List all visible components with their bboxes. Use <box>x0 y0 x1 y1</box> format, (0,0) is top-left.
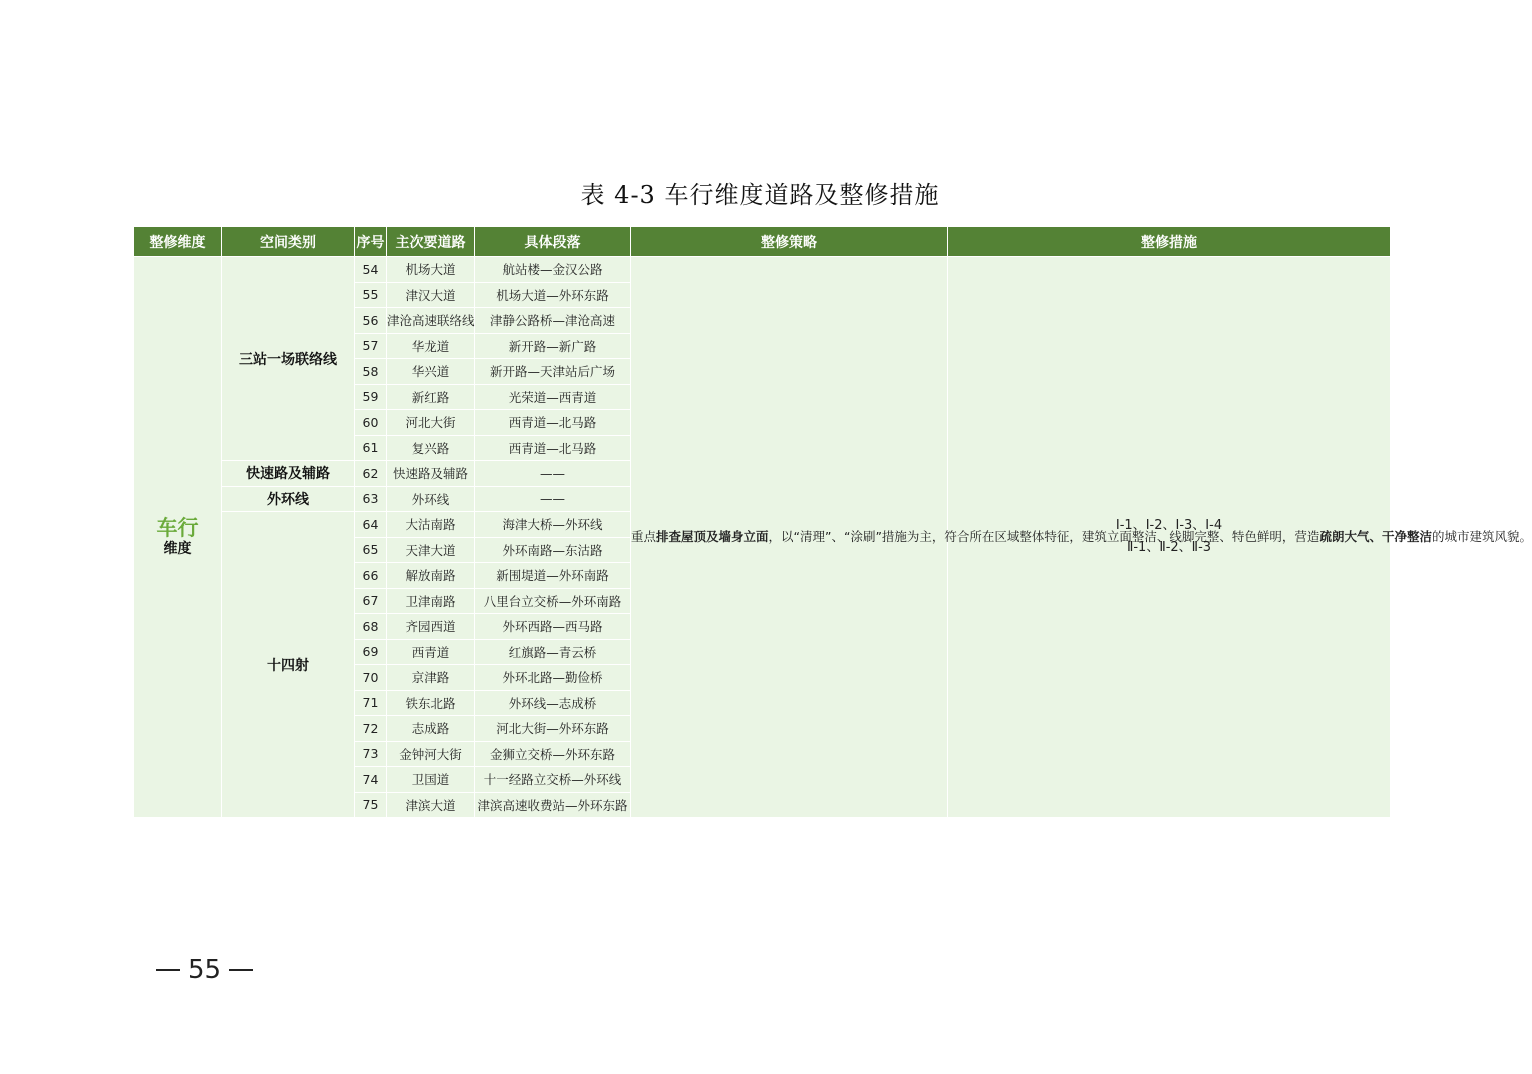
row-segment: 新开路—新广路 <box>475 333 631 359</box>
row-road: 齐园西道 <box>387 614 475 640</box>
row-index: 54 <box>355 257 387 283</box>
header-segment: 具体段落 <box>475 227 631 257</box>
row-road: 志成路 <box>387 716 475 742</box>
row-segment: —— <box>475 486 631 512</box>
row-index: 67 <box>355 588 387 614</box>
row-road: 京津路 <box>387 665 475 691</box>
dimension-main: 车行 <box>156 516 199 540</box>
row-road: 卫国道 <box>387 767 475 793</box>
header-road: 主次要道路 <box>387 227 475 257</box>
row-road: 河北大街 <box>387 410 475 436</box>
row-index: 73 <box>355 741 387 767</box>
row-road: 津汉大道 <box>387 282 475 308</box>
row-segment: 机场大道—外环东路 <box>475 282 631 308</box>
category-cell: 三站一场联络线 <box>222 257 355 461</box>
row-index: 65 <box>355 537 387 563</box>
table-row <box>134 257 1391 283</box>
strategy-emphasis-2: 疏朗大气、干净整洁 <box>1319 529 1432 544</box>
measures-line-1: Ⅰ-1、Ⅰ-2、Ⅰ-3、Ⅰ-4 <box>1115 518 1223 533</box>
row-road: 大沽南路 <box>387 512 475 538</box>
row-index: 72 <box>355 716 387 742</box>
table-title: 表 4-3 车行维度道路及整修措施 <box>580 181 940 209</box>
row-road: 天津大道 <box>387 537 475 563</box>
header-category: 空间类别 <box>222 227 355 257</box>
row-segment: —— <box>475 461 631 487</box>
row-index: 58 <box>355 359 387 385</box>
row-index: 63 <box>355 486 387 512</box>
row-road: 西青道 <box>387 639 475 665</box>
table-header-row <box>134 227 1391 257</box>
row-segment: 金狮立交桥—外环东路 <box>475 741 631 767</box>
header-strategy: 整修策略 <box>631 227 948 257</box>
header-measures: 整修措施 <box>948 227 1391 257</box>
row-index: 56 <box>355 308 387 334</box>
row-index: 61 <box>355 435 387 461</box>
row-index: 55 <box>355 282 387 308</box>
row-road: 解放南路 <box>387 563 475 589</box>
row-index: 70 <box>355 665 387 691</box>
row-segment: 河北大街—外环东路 <box>475 716 631 742</box>
row-segment: 新开路—天津站后广场 <box>475 359 631 385</box>
dimension-cell <box>134 257 222 818</box>
row-segment: 西青道—北马路 <box>475 435 631 461</box>
row-segment: 西青道—北马路 <box>475 410 631 436</box>
row-segment: 外环西路—西马路 <box>475 614 631 640</box>
row-road: 卫津南路 <box>387 588 475 614</box>
row-road: 快速路及辅路 <box>387 461 475 487</box>
row-road: 津滨大道 <box>387 792 475 818</box>
row-road: 华龙道 <box>387 333 475 359</box>
category-cell: 快速路及辅路 <box>222 461 355 487</box>
header-dimension: 整修维度 <box>134 227 222 257</box>
row-index: 57 <box>355 333 387 359</box>
row-index: 60 <box>355 410 387 436</box>
row-segment: 津滨高速收费站—外环东路 <box>475 792 631 818</box>
row-index: 69 <box>355 639 387 665</box>
category-cell: 十四射 <box>222 512 355 818</box>
row-index: 59 <box>355 384 387 410</box>
row-index: 75 <box>355 792 387 818</box>
strategy-emphasis-1: 排查屋顶及墙身立面 <box>656 529 769 544</box>
row-index: 64 <box>355 512 387 538</box>
row-index: 74 <box>355 767 387 793</box>
row-road: 复兴路 <box>387 435 475 461</box>
row-segment: 光荣道—西青道 <box>475 384 631 410</box>
row-road: 铁东北路 <box>387 690 475 716</box>
strategy-text-3: 的城市建筑风貌。 <box>1431 529 1532 544</box>
row-index: 71 <box>355 690 387 716</box>
row-index: 66 <box>355 563 387 589</box>
row-segment: 外环线—志成桥 <box>475 690 631 716</box>
row-segment: 津静公路桥—津沧高速 <box>475 308 631 334</box>
strategy-text-2: ，以“清理”、“涂刷”措施为主，符合所在区域整体特征，建筑立面整洁、线脚完整、特色鲜明，营造 <box>768 529 1320 544</box>
page-dash-left <box>156 969 180 971</box>
dimension-sub: 维度 <box>163 541 192 557</box>
page-number <box>156 955 253 985</box>
row-index: 68 <box>355 614 387 640</box>
road-renovation-table <box>133 226 1532 818</box>
row-road: 华兴道 <box>387 359 475 385</box>
strategy-text-1: 重点 <box>631 529 657 544</box>
row-road: 外环线 <box>387 486 475 512</box>
page-dash-right <box>229 969 253 971</box>
row-segment: 航站楼—金汉公路 <box>475 257 631 283</box>
row-segment: 海津大桥—外环线 <box>475 512 631 538</box>
page-number-value: 55 <box>188 955 222 985</box>
row-segment: 外环北路—勤俭桥 <box>475 665 631 691</box>
category-cell: 外环线 <box>222 486 355 512</box>
row-road: 机场大道 <box>387 257 475 283</box>
row-segment: 外环南路—东沽路 <box>475 537 631 563</box>
measures-line-2: Ⅱ-1、Ⅱ-2、Ⅱ-3 <box>1126 540 1212 555</box>
row-road: 津沧高速联络线 <box>387 308 475 334</box>
row-road: 新红路 <box>387 384 475 410</box>
row-segment: 八里台立交桥—外环南路 <box>475 588 631 614</box>
row-segment: 十一经路立交桥—外环线 <box>475 767 631 793</box>
row-segment: 新围堤道—外环南路 <box>475 563 631 589</box>
header-index: 序号 <box>355 227 387 257</box>
row-segment: 红旗路—青云桥 <box>475 639 631 665</box>
row-index: 62 <box>355 461 387 487</box>
row-road: 金钟河大街 <box>387 741 475 767</box>
